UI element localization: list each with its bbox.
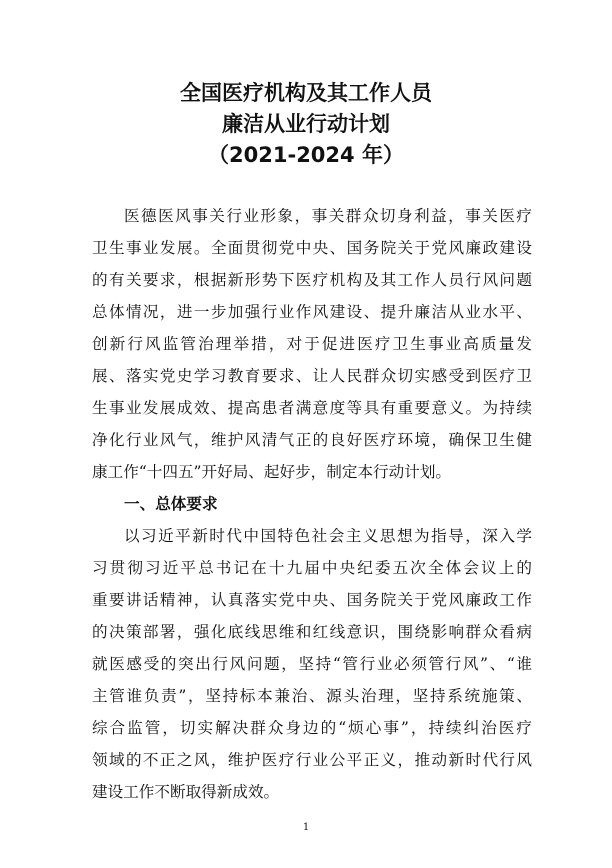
paragraph-line: 主管谁负责”，坚持标本兼治、源头治理，坚持系统施策、 [92,687,532,705]
paragraph-line: 展、落实党史学习教育要求、让人民群众切实感受到医疗卫 [92,367,532,385]
paragraph-line: 习贯彻习近平总书记在十九届中央纪委五次全体会议上的 [92,559,532,577]
paragraph-line: 总体情况，进一步加强行业作风建设、提升廉洁从业水平、 [92,303,532,321]
paragraph-line: 生事业发展成效、提高患者满意度等具有重要意义。为持续 [92,399,532,417]
title-line-2: 廉洁从业行动计划 [222,112,390,136]
title-line-3: （2021-2024 年） [208,143,404,167]
paragraph-line: 领域的不正之风，维护医疗行业公平正义，推动新时代行风 [92,751,532,769]
title-line-1: 全国医疗机构及其工作人员 [180,81,432,105]
paragraph-line: 以习近平新时代中国特色社会主义思想为指导，深入学 [124,527,532,545]
paragraph-line: 的决策部署，强化底线思维和红线意识，围绕影响群众看病 [92,623,532,641]
paragraph-line: 卫生事业发展。全面贯彻党中央、国务院关于党风廉政建设 [92,239,532,257]
section-heading: 一、总体要求 [124,495,218,513]
paragraph-line: 净化行业风气，维护风清气正的良好医疗环境，确保卫生健 [92,431,532,449]
paragraph-line: 综合监管，切实解决群众身边的“烦心事”，持续纠治医疗 [92,719,532,737]
paragraph-line: 创新行风监管治理举措，对于促进医疗卫生事业高质量发 [92,335,532,353]
paragraph-line: 的有关要求，根据新形势下医疗机构及其工作人员行风问题 [92,271,532,289]
page-number: 1 [302,822,310,833]
paragraph-line: 建设工作不断取得新成效。 [92,783,280,801]
paragraph-line: 医德医风事关行业形象，事关群众切身利益，事关医疗 [124,207,532,225]
paragraph-line: 重要讲话精神，认真落实党中央、国务院关于党风廉政工作 [92,591,532,609]
paragraph-line: 就医感受的突出行风问题，坚持“管行业必须管行风”、“谁 [92,655,532,673]
paragraph-line: 康工作“十四五”开好局、起好步，制定本行动计划。 [92,463,452,481]
